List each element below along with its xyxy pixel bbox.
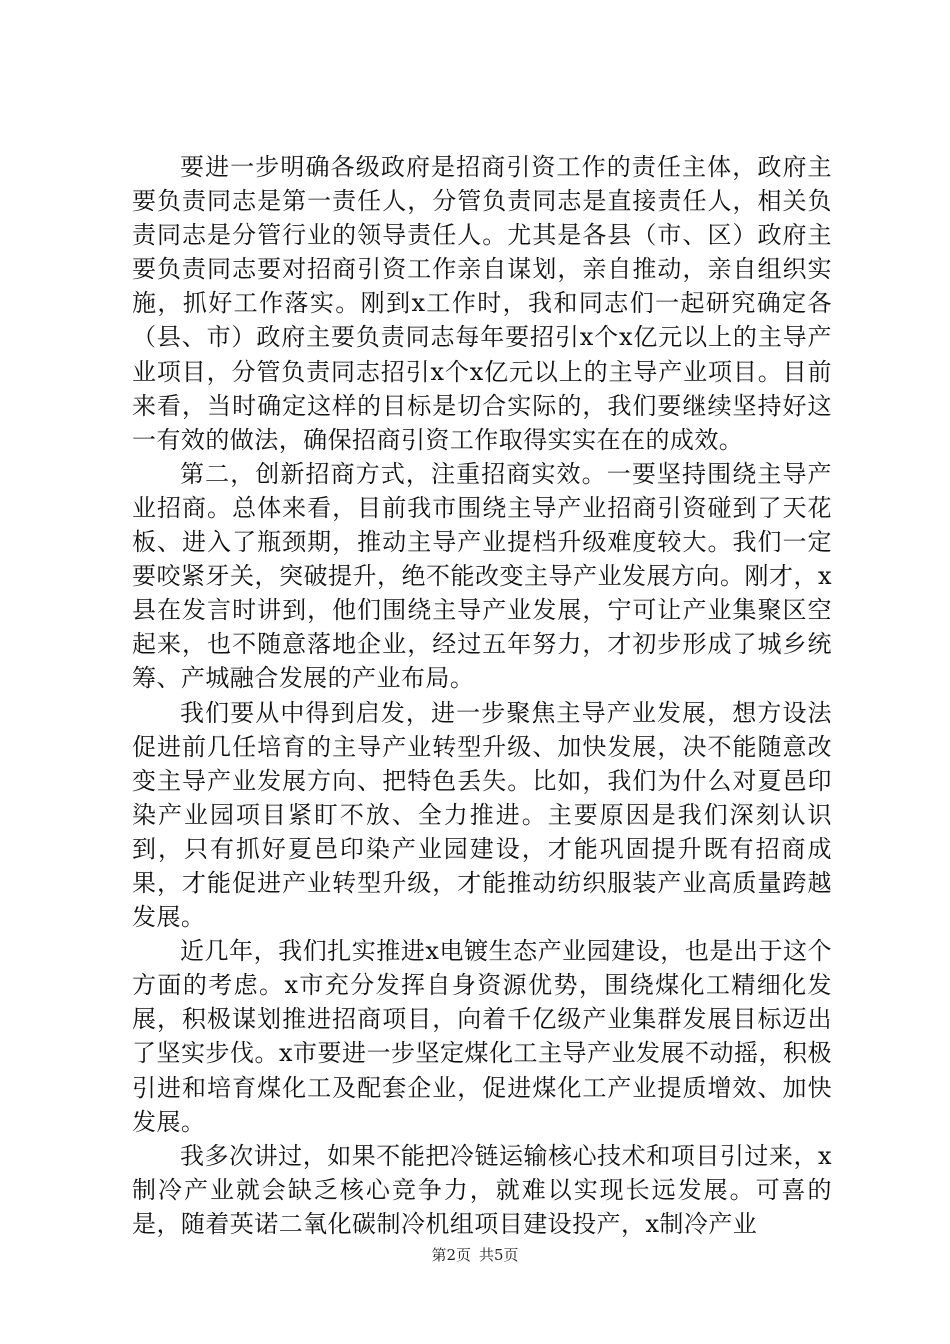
page-number: 第2页 [431,1246,471,1264]
paragraph-inspiration: 我们要从中得到启发，进一步聚焦主导产业发展，想方设法促进前几任培育的主导产业转型升级、加快发展，决不能随意改变主导产业发展方向、把特色丢失。比如，我们为什么对夏邑印染产业园项目紧盯不放、全力推进。主要原因是我们深刻认识到，只有抓好夏邑印染产业园建设，才能巩固提升既有招商成果，才能促进产业转型升级，才能推动纺织服装产业高质量跨越发展。 [132,698,832,932]
document-body [132,150,832,1241]
page-footer [0,1245,950,1265]
page-total: 共5页 [479,1246,519,1264]
paragraph-recent-years: 近几年，我们扎实推进x电镀生态产业园建设，也是出于这个方面的考虑。x市充分发挥自身资源优势，围绕煤化工精细化发展，积极谋划推进招商项目，向着千亿级产业集群发展目标迈出了坚实步伐。x市要进一步坚定煤化工主导产业发展不动摇，积极引进和培育煤化工及配套企业，促进煤化工产业提质增效、加快发展。 [132,937,832,1136]
paragraph-innovation: 第二，创新招商方式，注重招商实效。一要坚持围绕主导产业招商。总体来看，目前我市围绕主导产业招商引资碰到了天花板、进入了瓶颈期，推动主导产业提档升级难度较大。我们一定要咬紧牙关，突破提升，绝不能改变主导产业发展方向。刚才，x县在发言时讲到，他们围绕主导产业发展，宁可让产业集聚区空起来，也不随意落地企业，经过五年努力，才初步形成了城乡统筹、产城融合发展的产业布局。 [132,459,832,693]
paragraph-cold-chain: 我多次讲过，如果不能把冷链运输核心技术和项目引过来，x制冷产业就会缺乏核心竞争力，就难以实现长远发展。可喜的是，随着英诺二氧化碳制冷机组项目建设投产，x制冷产业 [132,1141,832,1238]
paragraph-responsibility: 要进一步明确各级政府是招商引资工作的责任主体，政府主要负责同志是第一责任人，分管负责同志是直接责任人，相关负责同志是分管行业的领导责任人。尤其是各县（市、区）政府主要负责同志要对招商引资工作亲自谋划，亲自推动，亲自组织实施，抓好工作落实。刚到x工作时，我和同志们一起研究确定各（县、市）政府主要负责同志每年要招引x个x亿元以上的主导产业项目，分管负责同志招引x个x亿元以上的主导产业项目。目前来看，当时确定这样的目标是切合实际的，我们要继续坚持好这一有效的做法，确保招商引资工作取得实实在在的成效。 [132,153,832,454]
